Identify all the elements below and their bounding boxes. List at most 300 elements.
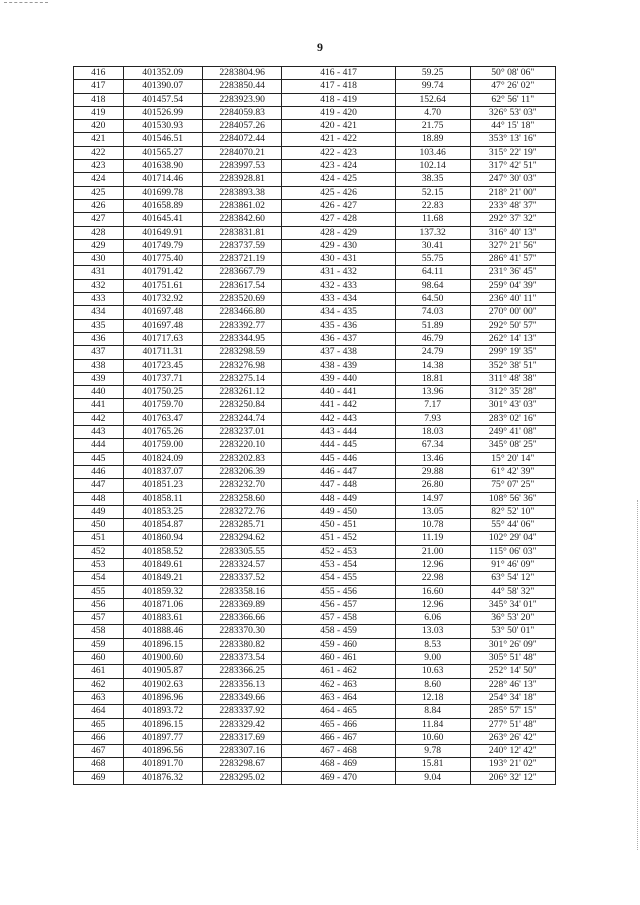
segment-cell: 439 - 440 [282, 372, 395, 385]
bearing-cell: 63° 54' 12" [470, 572, 555, 585]
length-cell: 29.88 [395, 465, 470, 478]
length-cell: 8.60 [395, 678, 470, 691]
length-cell: 14.97 [395, 492, 470, 505]
y-coordinate-cell: 2284070.21 [202, 146, 282, 159]
x-coordinate-cell: 401837.07 [123, 465, 202, 478]
x-coordinate-cell: 401900.60 [123, 652, 202, 665]
table-row [74, 346, 556, 359]
bearing-cell: 326° 53' 03" [470, 106, 555, 119]
x-coordinate-cell: 401711.31 [123, 346, 202, 359]
bearing-cell: 233° 48' 37" [470, 199, 555, 212]
segment-cell: 436 - 437 [282, 332, 395, 345]
y-coordinate-cell: 2283850.44 [202, 80, 282, 93]
length-cell: 24.79 [395, 346, 470, 359]
y-coordinate-cell: 2283520.69 [202, 293, 282, 306]
point-number-cell: 440 [74, 386, 124, 399]
table-row [74, 505, 556, 518]
x-coordinate-cell: 401891.70 [123, 758, 202, 771]
segment-cell: 428 - 429 [282, 226, 395, 239]
length-cell: 74.03 [395, 306, 470, 319]
length-cell: 13.46 [395, 452, 470, 465]
length-cell: 67.34 [395, 439, 470, 452]
length-cell: 7.17 [395, 399, 470, 412]
segment-cell: 457 - 458 [282, 612, 395, 625]
y-coordinate-cell: 2283307.16 [202, 745, 282, 758]
y-coordinate-cell: 2284057.26 [202, 120, 282, 133]
table-row [74, 452, 556, 465]
segment-cell: 446 - 447 [282, 465, 395, 478]
x-coordinate-cell: 401749.79 [123, 239, 202, 252]
point-number-cell: 434 [74, 306, 124, 319]
point-number-cell: 445 [74, 452, 124, 465]
length-cell: 102.14 [395, 160, 470, 173]
bearing-cell: 231° 36' 45" [470, 266, 555, 279]
length-cell: 55.75 [395, 253, 470, 266]
bearing-cell: 270° 00' 00" [470, 306, 555, 319]
length-cell: 12.96 [395, 598, 470, 611]
y-coordinate-cell: 2283317.69 [202, 731, 282, 744]
x-coordinate-cell: 401530.93 [123, 120, 202, 133]
table-row [74, 718, 556, 731]
y-coordinate-cell: 2283349.66 [202, 691, 282, 704]
segment-cell: 429 - 430 [282, 239, 395, 252]
table-row [74, 279, 556, 292]
bearing-cell: 53° 50' 01" [470, 625, 555, 638]
segment-cell: 449 - 450 [282, 505, 395, 518]
x-coordinate-cell: 401546.51 [123, 133, 202, 146]
point-number-cell: 455 [74, 585, 124, 598]
x-coordinate-cell: 401699.78 [123, 186, 202, 199]
table-row [74, 585, 556, 598]
length-cell: 103.46 [395, 146, 470, 159]
segment-cell: 468 - 469 [282, 758, 395, 771]
length-cell: 14.38 [395, 359, 470, 372]
bearing-cell: 15° 20' 14" [470, 452, 555, 465]
segment-cell: 425 - 426 [282, 186, 395, 199]
point-number-cell: 423 [74, 160, 124, 173]
segment-cell: 419 - 420 [282, 106, 395, 119]
x-coordinate-cell: 401860.94 [123, 532, 202, 545]
bearing-cell: 44° 15' 18" [470, 120, 555, 133]
x-coordinate-cell: 401871.06 [123, 598, 202, 611]
x-coordinate-cell: 401896.15 [123, 638, 202, 651]
segment-cell: 462 - 463 [282, 678, 395, 691]
x-coordinate-cell: 401858.11 [123, 492, 202, 505]
y-coordinate-cell: 2283466.80 [202, 306, 282, 319]
table-row [74, 572, 556, 585]
y-coordinate-cell: 2283928.81 [202, 173, 282, 186]
segment-cell: 427 - 428 [282, 213, 395, 226]
table-row [74, 160, 556, 173]
y-coordinate-cell: 2283237.01 [202, 426, 282, 439]
table-row [74, 199, 556, 212]
x-coordinate-cell: 401352.09 [123, 67, 202, 80]
table-row [74, 638, 556, 651]
length-cell: 4.70 [395, 106, 470, 119]
table-row [74, 465, 556, 478]
bearing-cell: 263° 26' 42" [470, 731, 555, 744]
bearing-cell: 316° 40' 13" [470, 226, 555, 239]
x-coordinate-cell: 401905.87 [123, 665, 202, 678]
segment-cell: 432 - 433 [282, 279, 395, 292]
table-row [74, 106, 556, 119]
x-coordinate-cell: 401658.89 [123, 199, 202, 212]
y-coordinate-cell: 2283617.54 [202, 279, 282, 292]
length-cell: 64.50 [395, 293, 470, 306]
segment-cell: 447 - 448 [282, 479, 395, 492]
y-coordinate-cell: 2283861.02 [202, 199, 282, 212]
point-number-cell: 469 [74, 771, 124, 784]
point-number-cell: 451 [74, 532, 124, 545]
point-number-cell: 446 [74, 465, 124, 478]
point-number-cell: 438 [74, 359, 124, 372]
table-row [74, 492, 556, 505]
y-coordinate-cell: 2283667.79 [202, 266, 282, 279]
x-coordinate-cell: 401759.00 [123, 439, 202, 452]
bearing-cell: 206° 32' 12" [470, 771, 555, 784]
x-coordinate-cell: 401649.91 [123, 226, 202, 239]
table-row [74, 758, 556, 771]
length-cell: 9.04 [395, 771, 470, 784]
point-number-cell: 426 [74, 199, 124, 212]
length-cell: 21.75 [395, 120, 470, 133]
table-row [74, 133, 556, 146]
segment-cell: 426 - 427 [282, 199, 395, 212]
point-number-cell: 424 [74, 173, 124, 186]
segment-cell: 435 - 436 [282, 319, 395, 332]
y-coordinate-cell: 2283366.66 [202, 612, 282, 625]
x-coordinate-cell: 401897.77 [123, 731, 202, 744]
length-cell: 11.19 [395, 532, 470, 545]
x-coordinate-cell: 401763.47 [123, 412, 202, 425]
point-number-cell: 429 [74, 239, 124, 252]
length-cell: 11.84 [395, 718, 470, 731]
table-row [74, 80, 556, 93]
table-row [74, 306, 556, 319]
length-cell: 10.78 [395, 519, 470, 532]
table-row [74, 239, 556, 252]
point-number-cell: 435 [74, 319, 124, 332]
segment-cell: 441 - 442 [282, 399, 395, 412]
x-coordinate-cell: 401638.90 [123, 160, 202, 173]
y-coordinate-cell: 2283737.59 [202, 239, 282, 252]
point-number-cell: 437 [74, 346, 124, 359]
length-cell: 22.98 [395, 572, 470, 585]
bearing-cell: 82° 52' 10" [470, 505, 555, 518]
table-row [74, 558, 556, 571]
table-row [74, 319, 556, 332]
bearing-cell: 259° 04' 39" [470, 279, 555, 292]
bearing-cell: 345° 08' 25" [470, 439, 555, 452]
length-cell: 7.93 [395, 412, 470, 425]
bearing-cell: 292° 50' 57" [470, 319, 555, 332]
table-row [74, 532, 556, 545]
x-coordinate-cell: 401893.72 [123, 705, 202, 718]
segment-cell: 440 - 441 [282, 386, 395, 399]
y-coordinate-cell: 2283285.71 [202, 519, 282, 532]
y-coordinate-cell: 2284072.44 [202, 133, 282, 146]
segment-cell: 422 - 423 [282, 146, 395, 159]
scan-edge-artifact [636, 500, 638, 850]
table-row [74, 479, 556, 492]
bearing-cell: 327° 21' 56" [470, 239, 555, 252]
y-coordinate-cell: 2283997.53 [202, 160, 282, 173]
length-cell: 10.63 [395, 665, 470, 678]
segment-cell: 458 - 459 [282, 625, 395, 638]
x-coordinate-cell: 401751.61 [123, 279, 202, 292]
y-coordinate-cell: 2283366.25 [202, 665, 282, 678]
y-coordinate-cell: 2283206.39 [202, 465, 282, 478]
point-number-cell: 457 [74, 612, 124, 625]
bearing-cell: 240° 12' 42" [470, 745, 555, 758]
x-coordinate-cell: 401759.70 [123, 399, 202, 412]
table-row [74, 625, 556, 638]
point-number-cell: 453 [74, 558, 124, 571]
y-coordinate-cell: 2283275.14 [202, 372, 282, 385]
segment-cell: 464 - 465 [282, 705, 395, 718]
bearing-cell: 311° 48' 38" [470, 372, 555, 385]
y-coordinate-cell: 2283721.19 [202, 253, 282, 266]
point-number-cell: 465 [74, 718, 124, 731]
coordinates-table-body [74, 67, 556, 785]
segment-cell: 461 - 462 [282, 665, 395, 678]
y-coordinate-cell: 2283324.57 [202, 558, 282, 571]
x-coordinate-cell: 401859.32 [123, 585, 202, 598]
point-number-cell: 456 [74, 598, 124, 611]
x-coordinate-cell: 401750.25 [123, 386, 202, 399]
length-cell: 137.32 [395, 226, 470, 239]
bearing-cell: 353° 13' 16" [470, 133, 555, 146]
point-number-cell: 449 [74, 505, 124, 518]
length-cell: 9.00 [395, 652, 470, 665]
length-cell: 64.11 [395, 266, 470, 279]
bearing-cell: 315° 22' 19" [470, 146, 555, 159]
bearing-cell: 47° 26' 02" [470, 80, 555, 93]
segment-cell: 469 - 470 [282, 771, 395, 784]
point-number-cell: 464 [74, 705, 124, 718]
y-coordinate-cell: 2283369.89 [202, 598, 282, 611]
point-number-cell: 460 [74, 652, 124, 665]
segment-cell: 418 - 419 [282, 93, 395, 106]
segment-cell: 450 - 451 [282, 519, 395, 532]
table-row [74, 678, 556, 691]
segment-cell: 423 - 424 [282, 160, 395, 173]
x-coordinate-cell: 401526.99 [123, 106, 202, 119]
x-coordinate-cell: 401883.61 [123, 612, 202, 625]
table-row [74, 93, 556, 106]
table-row [74, 519, 556, 532]
x-coordinate-cell: 401697.48 [123, 306, 202, 319]
table-row [74, 665, 556, 678]
point-number-cell: 462 [74, 678, 124, 691]
point-number-cell: 436 [74, 332, 124, 345]
x-coordinate-cell: 401714.46 [123, 173, 202, 186]
length-cell: 6.06 [395, 612, 470, 625]
x-coordinate-cell: 401765.26 [123, 426, 202, 439]
y-coordinate-cell: 2283337.52 [202, 572, 282, 585]
bearing-cell: 44° 58' 32" [470, 585, 555, 598]
segment-cell: 437 - 438 [282, 346, 395, 359]
point-number-cell: 444 [74, 439, 124, 452]
y-coordinate-cell: 2283380.82 [202, 638, 282, 651]
bearing-cell: 75° 07' 25" [470, 479, 555, 492]
table-row [74, 399, 556, 412]
table-row [74, 691, 556, 704]
y-coordinate-cell: 2283358.16 [202, 585, 282, 598]
table-row [74, 612, 556, 625]
x-coordinate-cell: 401853.25 [123, 505, 202, 518]
point-number-cell: 459 [74, 638, 124, 651]
y-coordinate-cell: 2283298.59 [202, 346, 282, 359]
bearing-cell: 345° 34' 01" [470, 598, 555, 611]
y-coordinate-cell: 2283305.55 [202, 545, 282, 558]
segment-cell: 454 - 455 [282, 572, 395, 585]
table-row [74, 545, 556, 558]
point-number-cell: 417 [74, 80, 124, 93]
table-row [74, 426, 556, 439]
bearing-cell: 352° 38' 51" [470, 359, 555, 372]
x-coordinate-cell: 401732.92 [123, 293, 202, 306]
length-cell: 46.79 [395, 332, 470, 345]
x-coordinate-cell: 401565.27 [123, 146, 202, 159]
bearing-cell: 249° 41' 08" [470, 426, 555, 439]
y-coordinate-cell: 2283831.81 [202, 226, 282, 239]
point-number-cell: 421 [74, 133, 124, 146]
length-cell: 18.89 [395, 133, 470, 146]
x-coordinate-cell: 401896.96 [123, 691, 202, 704]
y-coordinate-cell: 2283276.98 [202, 359, 282, 372]
table-row [74, 386, 556, 399]
segment-cell: 430 - 431 [282, 253, 395, 266]
point-number-cell: 433 [74, 293, 124, 306]
table-row [74, 598, 556, 611]
x-coordinate-cell: 401697.48 [123, 319, 202, 332]
length-cell: 13.05 [395, 505, 470, 518]
bearing-cell: 55° 44' 06" [470, 519, 555, 532]
bearing-cell: 91° 46' 09" [470, 558, 555, 571]
x-coordinate-cell: 401645.41 [123, 213, 202, 226]
length-cell: 152.64 [395, 93, 470, 106]
y-coordinate-cell: 2283295.02 [202, 771, 282, 784]
point-number-cell: 461 [74, 665, 124, 678]
table-row [74, 439, 556, 452]
segment-cell: 420 - 421 [282, 120, 395, 133]
segment-cell: 463 - 464 [282, 691, 395, 704]
bearing-cell: 102° 29' 04" [470, 532, 555, 545]
bearing-cell: 247° 30' 03" [470, 173, 555, 186]
table-row [74, 652, 556, 665]
point-number-cell: 450 [74, 519, 124, 532]
table-row [74, 359, 556, 372]
length-cell: 12.18 [395, 691, 470, 704]
table-row [74, 120, 556, 133]
y-coordinate-cell: 2284059.83 [202, 106, 282, 119]
segment-cell: 431 - 432 [282, 266, 395, 279]
table-row [74, 332, 556, 345]
table-row [74, 266, 556, 279]
y-coordinate-cell: 2283337.92 [202, 705, 282, 718]
x-coordinate-cell: 401896.15 [123, 718, 202, 731]
segment-cell: 421 - 422 [282, 133, 395, 146]
point-number-cell: 468 [74, 758, 124, 771]
page-number: 9 [317, 40, 323, 54]
segment-cell: 455 - 456 [282, 585, 395, 598]
bearing-cell: 108° 56' 36" [470, 492, 555, 505]
bearing-cell: 312° 35' 28" [470, 386, 555, 399]
bearing-cell: 236° 40' 11" [470, 293, 555, 306]
point-number-cell: 458 [74, 625, 124, 638]
table-row [74, 412, 556, 425]
y-coordinate-cell: 2283356.13 [202, 678, 282, 691]
segment-cell: 434 - 435 [282, 306, 395, 319]
length-cell: 22.83 [395, 199, 470, 212]
x-coordinate-cell: 401849.61 [123, 558, 202, 571]
x-coordinate-cell: 401737.71 [123, 372, 202, 385]
length-cell: 59.25 [395, 67, 470, 80]
table-row [74, 213, 556, 226]
x-coordinate-cell: 401876.32 [123, 771, 202, 784]
length-cell: 13.03 [395, 625, 470, 638]
bearing-cell: 262° 14' 13" [470, 332, 555, 345]
length-cell: 8.84 [395, 705, 470, 718]
table-row [74, 771, 556, 784]
point-number-cell: 441 [74, 399, 124, 412]
segment-cell: 416 - 417 [282, 67, 395, 80]
segment-cell: 448 - 449 [282, 492, 395, 505]
y-coordinate-cell: 2283370.30 [202, 625, 282, 638]
x-coordinate-cell: 401849.21 [123, 572, 202, 585]
length-cell: 30.41 [395, 239, 470, 252]
point-number-cell: 432 [74, 279, 124, 292]
point-number-cell: 439 [74, 372, 124, 385]
length-cell: 18.03 [395, 426, 470, 439]
length-cell: 11.68 [395, 213, 470, 226]
scan-artifact [4, 2, 48, 3]
bearing-cell: 299° 19' 35" [470, 346, 555, 359]
segment-cell: 445 - 446 [282, 452, 395, 465]
x-coordinate-cell: 401775.40 [123, 253, 202, 266]
segment-cell: 451 - 452 [282, 532, 395, 545]
bearing-cell: 301° 43' 03" [470, 399, 555, 412]
point-number-cell: 452 [74, 545, 124, 558]
y-coordinate-cell: 2283294.62 [202, 532, 282, 545]
bearing-cell: 252° 14' 50" [470, 665, 555, 678]
length-cell: 21.00 [395, 545, 470, 558]
y-coordinate-cell: 2283250.84 [202, 399, 282, 412]
bearing-cell: 277° 51' 48" [470, 718, 555, 731]
point-number-cell: 447 [74, 479, 124, 492]
point-number-cell: 430 [74, 253, 124, 266]
segment-cell: 424 - 425 [282, 173, 395, 186]
bearing-cell: 305° 51' 48" [470, 652, 555, 665]
x-coordinate-cell: 401457.54 [123, 93, 202, 106]
table-row [74, 731, 556, 744]
x-coordinate-cell: 401858.52 [123, 545, 202, 558]
table-row [74, 226, 556, 239]
bearing-cell: 254° 34' 18" [470, 691, 555, 704]
point-number-cell: 467 [74, 745, 124, 758]
y-coordinate-cell: 2283298.67 [202, 758, 282, 771]
segment-cell: 442 - 443 [282, 412, 395, 425]
segment-cell: 443 - 444 [282, 426, 395, 439]
y-coordinate-cell: 2283232.70 [202, 479, 282, 492]
bearing-cell: 50° 08' 06" [470, 67, 555, 80]
point-number-cell: 420 [74, 120, 124, 133]
point-number-cell: 425 [74, 186, 124, 199]
length-cell: 52.15 [395, 186, 470, 199]
bearing-cell: 301° 26' 09" [470, 638, 555, 651]
x-coordinate-cell: 401723.45 [123, 359, 202, 372]
